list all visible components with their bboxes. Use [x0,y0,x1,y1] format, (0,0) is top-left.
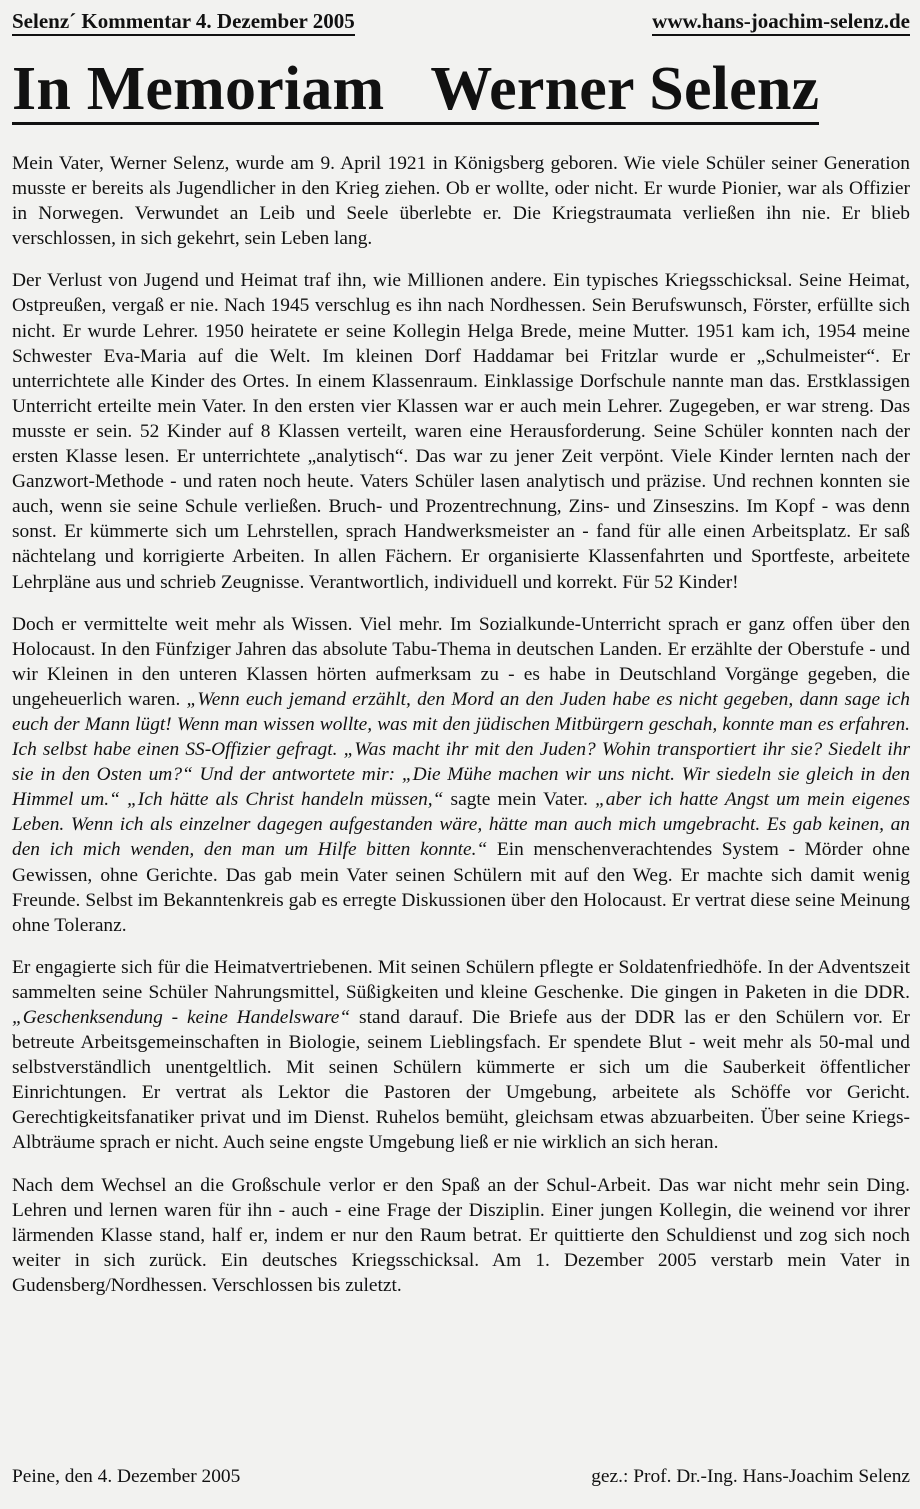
header [12,0,910,36]
place-date: Peine, den 4. Dezember 2005 [12,1466,241,1487]
paragraph-text: Mein Vater, Werner Selenz, wurde am 9. April 1921 in Königsberg geboren. Wie viele Schüler seiner Generation musste er bereits als Jugendlicher in den Krieg ziehen. Ob er wollte, oder nicht. Er wurde Pionier, war als Offizier in Norwegen. Verwundet an Leib und Seele überlebte er. Die Kriegstraumata verließen ihn nie. Er blieb verschlossen, in sich gekehrt, sein Leben lang. [12,153,910,250]
article-title: In Memoriam Werner Selenz [12,55,820,123]
article-body [12,151,910,1298]
quote-text: „Wenn euch jemand erzählt, den Mord an den Juden habe es nicht gegeben, dann sage ich euch der Mann lügt! Wenn man wissen wollte, was mit den jüdischen Mitbürgern geschah, konnte man es erfahren. Ich selbst habe einen SS-Offizier gefragt. „Was macht ihr mit den Juden? Wohin transportiert ihr sie? Siedelt ihr sie in den Osten um?“ Und der antwortete mir: „Die Mühe machen wir uns nicht. Wir siedeln sie gleich in den Himmel um.“ „Ich hätte als Christ handeln müssen,“ [12,688,910,811]
paragraph-text: sagte mein Vater. [443,789,595,811]
paragraph [12,151,910,251]
paragraph-text: Ein menschenverachtendes System - Mörder ohne Gewissen, ohne Gerichte. Das gab mein Vater seinen Schülern mit auf den Weg. Er machte sich damit wenig Freunde. Selbst im Bekanntenkreis gab es erregte Diskussionen über den Holocaust. Er vertrat diese seine Meinung ohne Toleranz. [12,839,910,936]
paragraph-text: Nach dem Wechsel an die Großschule verlor er den Spaß an der Schul-Arbeit. Das war nicht mehr sein Ding. Lehren und lernen waren für ihn - auch - eine Frage der Disziplin. Einer jungen Kollegin, die weinend vor ihrer lärmenden Klasse stand, half er, indem er nur den Raum betrat. Er quittierte den Schuldienst und zog sich noch weiter in sich zurück. Ein deutsches Kriegsschicksal. Am 1. Dezember 2005 verstarb mein Vater in Gudensberg/Nordhessen. Verschlossen bis zuletzt. [12,1174,910,1296]
paragraph-text: Der Verlust von Jugend und Heimat traf ihn, wie Millionen andere. Ein typisches Kriegsschicksal. Seine Heimat, Ostpreußen, vergaß er nie. Nach 1945 verschlug es ihn nach Nordhessen. Sein Berufswunsch, Förster, erfüllte sich nicht. Er wurde Lehrer. 1950 heiratete er seine Kollegin Helga Brede, meine Mutter. 1951 kam ich, 1954 meine Schwester Eva-Maria auf die Welt. Im kleinen Dorf Haddamar bei Fritzlar wurde er „Schulmeister“. Er unterrichtete alle Kinder des Ortes. In einem Klassenraum. Einklassige Dorfschule nannte man das. Erstklassigen Unterricht erteilte mein Vater. In den ersten vier Klassen war er auch mein Lehrer. Zugegeben, er war streng. Das musste er sein. 52 Kinder auf 8 Klassen verteilt, waren eine Herausforderung. Seine Schüler konnten nach der ersten Klasse lesen. Er unterrichtete „analytisch“. Das war zu jener Zeit verpönt. Viele Kinder lernten nach der Ganzwort-Methode - und raten noch heute. Vaters Schüler lasen analytisch und präzise. Und rechnen konnten sie auch, wenn sie seine Schule verließen. Bruch- und Prozentrechnung, Zins- und Zinseszins. Im Kopf - was denn sonst. Er kümmerte sich um Lehrstellen, sprach Handwerksmeister an - fand für alle einen Arbeitsplatz. Er saß nächtelang und korrigierte Arbeiten. In allen Fächern. Er organisierte Klassenfahrten und Sportfeste, arbeitete Lehrpläne aus und schrieb Zeugnisse. Verantwortlich, individuell und korrekt. Für 52 Kinder! [12,270,910,593]
quote-text: „aber ich hatte Angst um mein eigenes Leben. Wenn ich als einzelner dagegen aufgestanden wäre, hätte man auch mich umgebracht. Es gab keinen, an den ich mich wenden, den man um Hilfe bitten konnte.“ [12,789,911,861]
paragraph [12,1173,910,1298]
paragraph [12,268,910,594]
paragraph [12,612,910,938]
paragraph-text: Er engagierte sich für die Heimatvertriebenen. Mit seinen Schülern pflegte er Soldatenfriedhöfe. In der Adventszeit sammelten seine Schüler Nahrungsmittel, Süßigkeiten und kleine Geschenke. Die gingen in Paketen in die DDR. [12,956,910,1003]
paragraph [12,955,910,1156]
header-title: Selenz´ Kommentar 4. Dezember 2005 [12,8,355,36]
website-url: www.hans-joachim-selenz.de [652,8,910,36]
quote-text: „Geschenksendung - keine Handelsware“ [12,1007,351,1028]
paragraph-text: stand darauf. Die Briefe aus der DDR las er den Schülern vor. Er betreute Arbeitsgemeinschaften in Biologie, seinem Lieblingsfach. Er spendete Blut - weit mehr als 50-mal und selbstverständlich unentgeltlich. Mit seinen Schülern kümmerte er sich um die Sauberkeit öffentlicher Einrichtungen. Er vertrat als Lektor die Pastoren der Umgebung, arbeitete als Schöffe vor Gericht. Gerechtigkeitsfanatiker privat und im Dienst. Ruhelos bemüht, gleichsam etwas abzuarbeiten. Über seine Kriegs-Albträume sprach er nicht. Auch seine engste Umgebung ließ er nie wirklich an sich heran. [12,1007,910,1154]
signature: gez.: Prof. Dr.-Ing. Hans-Joachim Selenz [591,1466,910,1487]
footer [12,1466,910,1488]
paragraph-text: Doch er vermittelte weit mehr als Wissen. Viel mehr. Im Sozialkunde-Unterricht sprach er ganz offen über den Holocaust. In den Fünfziger Jahren das absolute Tabu-Thema in deutschen Landen. Er erzählte der Oberstufe - und wir Kleinen in den unteren Klassen hörten aufmerksam zu - es habe in Deutschland Vorgänge gegeben, die ungeheuerlich waren. [12,613,910,710]
